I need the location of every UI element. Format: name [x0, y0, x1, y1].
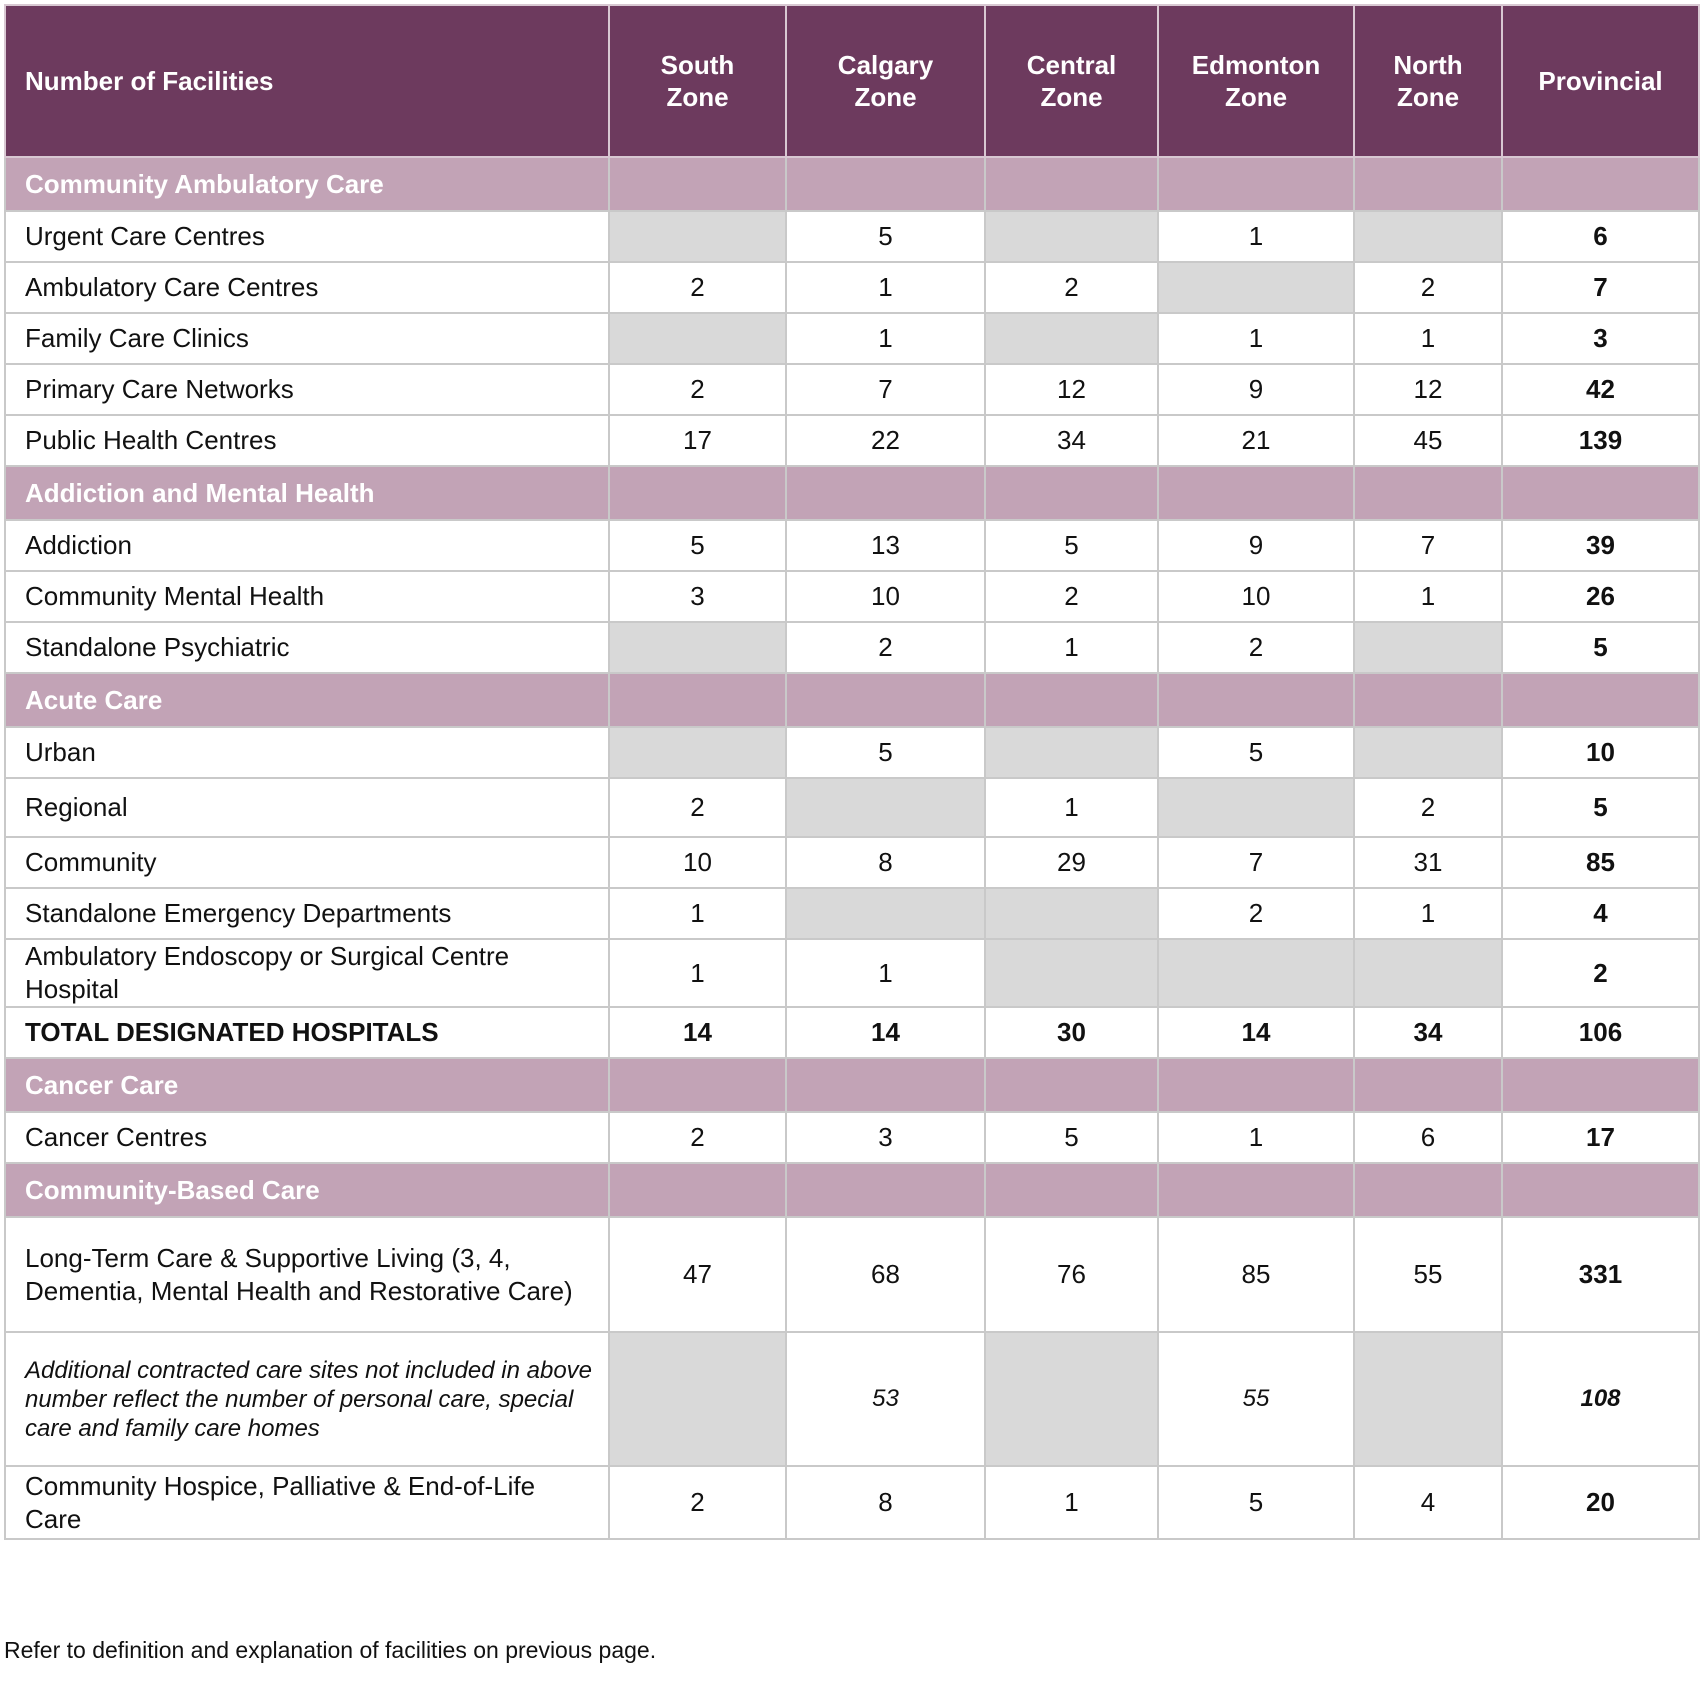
section-row: [5, 466, 1699, 520]
zone-value: 68: [786, 1217, 985, 1332]
section-filler-cell: [609, 673, 786, 727]
provincial-value: 4: [1502, 888, 1699, 939]
zone-value: 55: [1354, 1217, 1502, 1332]
table-row: [5, 939, 1699, 1007]
provincial-value: 2: [1502, 939, 1699, 1007]
section-filler-cell: [1158, 673, 1354, 727]
provincial-value: 5: [1502, 778, 1699, 837]
empty-cell: [609, 727, 786, 778]
zone-value: 2: [1158, 888, 1354, 939]
zone-value: 1: [1158, 211, 1354, 262]
zone-value: 5: [985, 520, 1158, 571]
zone-value: 2: [609, 262, 786, 313]
note-row: [5, 1332, 1699, 1466]
empty-cell: [609, 1332, 786, 1466]
empty-cell: [609, 211, 786, 262]
zone-value: 2: [609, 1466, 786, 1539]
row-label: Community Hospice, Palliative & End-of-Life Care: [5, 1466, 609, 1539]
zone-value: 14: [609, 1007, 786, 1058]
provincial-value: 6: [1502, 211, 1699, 262]
zone-value: 2: [609, 778, 786, 837]
zone-value: 5: [609, 520, 786, 571]
zone-value: 2: [1354, 778, 1502, 837]
provincial-value: 39: [1502, 520, 1699, 571]
table-row: [5, 520, 1699, 571]
header-provincial: Provincial: [1502, 5, 1699, 157]
empty-cell: [985, 727, 1158, 778]
header-central-zone: Central Zone: [985, 5, 1158, 157]
zone-value: 76: [985, 1217, 1158, 1332]
empty-cell: [786, 888, 985, 939]
section-filler-cell: [1502, 673, 1699, 727]
zone-value: 9: [1158, 364, 1354, 415]
zone-value: 29: [985, 837, 1158, 888]
zone-value: 7: [786, 364, 985, 415]
row-label: Public Health Centres: [5, 415, 609, 466]
table-row: [5, 1217, 1699, 1332]
section-row: [5, 1163, 1699, 1217]
zone-value: 1: [786, 313, 985, 364]
zone-value: 2: [985, 571, 1158, 622]
section-filler-cell: [1354, 157, 1502, 211]
provincial-value: 3: [1502, 313, 1699, 364]
row-label: Ambulatory Care Centres: [5, 262, 609, 313]
table-body: [5, 157, 1699, 1539]
provincial-value: 139: [1502, 415, 1699, 466]
header-north-zone: North Zone: [1354, 5, 1502, 157]
section-filler-cell: [1354, 466, 1502, 520]
empty-cell: [786, 778, 985, 837]
provincial-value: 20: [1502, 1466, 1699, 1539]
section-filler-cell: [985, 1058, 1158, 1112]
section-filler-cell: [1502, 1163, 1699, 1217]
zone-value: 1: [985, 778, 1158, 837]
zone-value: 17: [609, 415, 786, 466]
row-label: TOTAL DESIGNATED HOSPITALS: [5, 1007, 609, 1058]
section-filler-cell: [1158, 466, 1354, 520]
empty-cell: [1354, 939, 1502, 1007]
zone-value: 12: [985, 364, 1158, 415]
row-label: Primary Care Networks: [5, 364, 609, 415]
empty-cell: [1354, 1332, 1502, 1466]
section-title: Addiction and Mental Health: [5, 466, 609, 520]
zone-value: 3: [786, 1112, 985, 1163]
zone-value: 9: [1158, 520, 1354, 571]
section-row: [5, 1058, 1699, 1112]
section-filler-cell: [1158, 1163, 1354, 1217]
zone-value: 7: [1354, 520, 1502, 571]
zone-value: 47: [609, 1217, 786, 1332]
section-filler-cell: [609, 1163, 786, 1217]
section-filler-cell: [1158, 157, 1354, 211]
provincial-value: 42: [1502, 364, 1699, 415]
zone-value: 1: [609, 939, 786, 1007]
section-filler-cell: [985, 157, 1158, 211]
zone-value: 1: [985, 622, 1158, 673]
header-south-zone: South Zone: [609, 5, 786, 157]
row-label: Urban: [5, 727, 609, 778]
empty-cell: [985, 1332, 1158, 1466]
empty-cell: [985, 211, 1158, 262]
header-edmonton-zone: Edmonton Zone: [1158, 5, 1354, 157]
zone-value: 2: [609, 1112, 786, 1163]
table-row: [5, 1112, 1699, 1163]
section-title: Acute Care: [5, 673, 609, 727]
row-label: Long-Term Care & Supportive Living (3, 4, Dementia, Mental Health and Restorative Care): [5, 1217, 609, 1332]
provincial-value: 10: [1502, 727, 1699, 778]
row-label: Family Care Clinics: [5, 313, 609, 364]
zone-value: 1: [609, 888, 786, 939]
zone-value: 34: [1354, 1007, 1502, 1058]
empty-cell: [609, 622, 786, 673]
zone-value: 10: [1158, 571, 1354, 622]
zone-value: 14: [1158, 1007, 1354, 1058]
footnote: Refer to definition and explanation of facilities on previous page.: [4, 1637, 657, 1663]
zone-value: 34: [985, 415, 1158, 466]
empty-cell: [985, 939, 1158, 1007]
header-label: Number of Facilities: [5, 5, 609, 157]
table-row: [5, 313, 1699, 364]
section-filler-cell: [1502, 466, 1699, 520]
empty-cell: [1354, 211, 1502, 262]
section-title: Community-Based Care: [5, 1163, 609, 1217]
section-filler-cell: [985, 1163, 1158, 1217]
zone-value: 45: [1354, 415, 1502, 466]
header-calgary-zone: Calgary Zone: [786, 5, 985, 157]
section-filler-cell: [1158, 1058, 1354, 1112]
zone-value: 14: [786, 1007, 985, 1058]
table-row: [5, 888, 1699, 939]
zone-value: 30: [985, 1007, 1158, 1058]
facilities-table: [4, 4, 1700, 1540]
empty-cell: [1158, 262, 1354, 313]
provincial-value: 108: [1502, 1332, 1699, 1466]
zone-value: 10: [609, 837, 786, 888]
zone-value: 5: [985, 1112, 1158, 1163]
zone-value: 5: [786, 727, 985, 778]
section-filler-cell: [786, 466, 985, 520]
row-label: Regional: [5, 778, 609, 837]
row-label: Ambulatory Endoscopy or Surgical Centre Hospital: [5, 939, 609, 1007]
zone-value: 5: [1158, 1466, 1354, 1539]
row-label: Addiction: [5, 520, 609, 571]
zone-value: 1: [985, 1466, 1158, 1539]
section-filler-cell: [609, 466, 786, 520]
zone-value: 55: [1158, 1332, 1354, 1466]
table-row: [5, 364, 1699, 415]
row-label: Community: [5, 837, 609, 888]
zone-value: 2: [609, 364, 786, 415]
table-row: [5, 622, 1699, 673]
zone-value: 3: [609, 571, 786, 622]
section-filler-cell: [786, 157, 985, 211]
table-row: [5, 778, 1699, 837]
empty-cell: [1354, 622, 1502, 673]
zone-value: 5: [786, 211, 985, 262]
table-row: [5, 571, 1699, 622]
row-label: Additional contracted care sites not included in above number reflect the number of personal care, special care and family care homes: [5, 1332, 609, 1466]
section-filler-cell: [786, 673, 985, 727]
section-filler-cell: [1354, 1163, 1502, 1217]
provincial-value: 106: [1502, 1007, 1699, 1058]
section-filler-cell: [985, 673, 1158, 727]
zone-value: 53: [786, 1332, 985, 1466]
empty-cell: [985, 313, 1158, 364]
table-row: [5, 837, 1699, 888]
section-filler-cell: [609, 1058, 786, 1112]
zone-value: 4: [1354, 1466, 1502, 1539]
zone-value: 1: [1354, 571, 1502, 622]
section-filler-cell: [1354, 673, 1502, 727]
section-filler-cell: [1502, 157, 1699, 211]
zone-value: 1: [1158, 1112, 1354, 1163]
zone-value: 2: [1158, 622, 1354, 673]
provincial-value: 85: [1502, 837, 1699, 888]
header-row: [5, 5, 1699, 157]
provincial-value: 331: [1502, 1217, 1699, 1332]
zone-value: 1: [1158, 313, 1354, 364]
section-filler-cell: [786, 1163, 985, 1217]
table-row: [5, 262, 1699, 313]
section-filler-cell: [985, 466, 1158, 520]
zone-value: 2: [985, 262, 1158, 313]
zone-value: 12: [1354, 364, 1502, 415]
section-filler-cell: [1354, 1058, 1502, 1112]
row-label: Standalone Emergency Departments: [5, 888, 609, 939]
zone-value: 13: [786, 520, 985, 571]
zone-value: 2: [786, 622, 985, 673]
section-title: Cancer Care: [5, 1058, 609, 1112]
row-label: Urgent Care Centres: [5, 211, 609, 262]
zone-value: 6: [1354, 1112, 1502, 1163]
table-row: [5, 1466, 1699, 1539]
provincial-value: 5: [1502, 622, 1699, 673]
zone-value: 1: [786, 939, 985, 1007]
row-label: Cancer Centres: [5, 1112, 609, 1163]
provincial-value: 7: [1502, 262, 1699, 313]
section-filler-cell: [1502, 1058, 1699, 1112]
table-row: [5, 727, 1699, 778]
empty-cell: [1158, 778, 1354, 837]
provincial-value: 26: [1502, 571, 1699, 622]
provincial-value: 17: [1502, 1112, 1699, 1163]
zone-value: 1: [1354, 313, 1502, 364]
section-row: [5, 673, 1699, 727]
zone-value: 2: [1354, 262, 1502, 313]
zone-value: 21: [1158, 415, 1354, 466]
empty-cell: [609, 313, 786, 364]
empty-cell: [985, 888, 1158, 939]
total-row: [5, 1007, 1699, 1058]
empty-cell: [1354, 727, 1502, 778]
section-filler-cell: [609, 157, 786, 211]
zone-value: 5: [1158, 727, 1354, 778]
row-label: Standalone Psychiatric: [5, 622, 609, 673]
section-row: [5, 157, 1699, 211]
zone-value: 7: [1158, 837, 1354, 888]
table-row: [5, 211, 1699, 262]
section-title: Community Ambulatory Care: [5, 157, 609, 211]
empty-cell: [1158, 939, 1354, 1007]
zone-value: 1: [786, 262, 985, 313]
row-label: Community Mental Health: [5, 571, 609, 622]
section-filler-cell: [786, 1058, 985, 1112]
zone-value: 31: [1354, 837, 1502, 888]
zone-value: 8: [786, 837, 985, 888]
zone-value: 10: [786, 571, 985, 622]
zone-value: 8: [786, 1466, 985, 1539]
table-row: [5, 415, 1699, 466]
zone-value: 85: [1158, 1217, 1354, 1332]
zone-value: 1: [1354, 888, 1502, 939]
zone-value: 22: [786, 415, 985, 466]
